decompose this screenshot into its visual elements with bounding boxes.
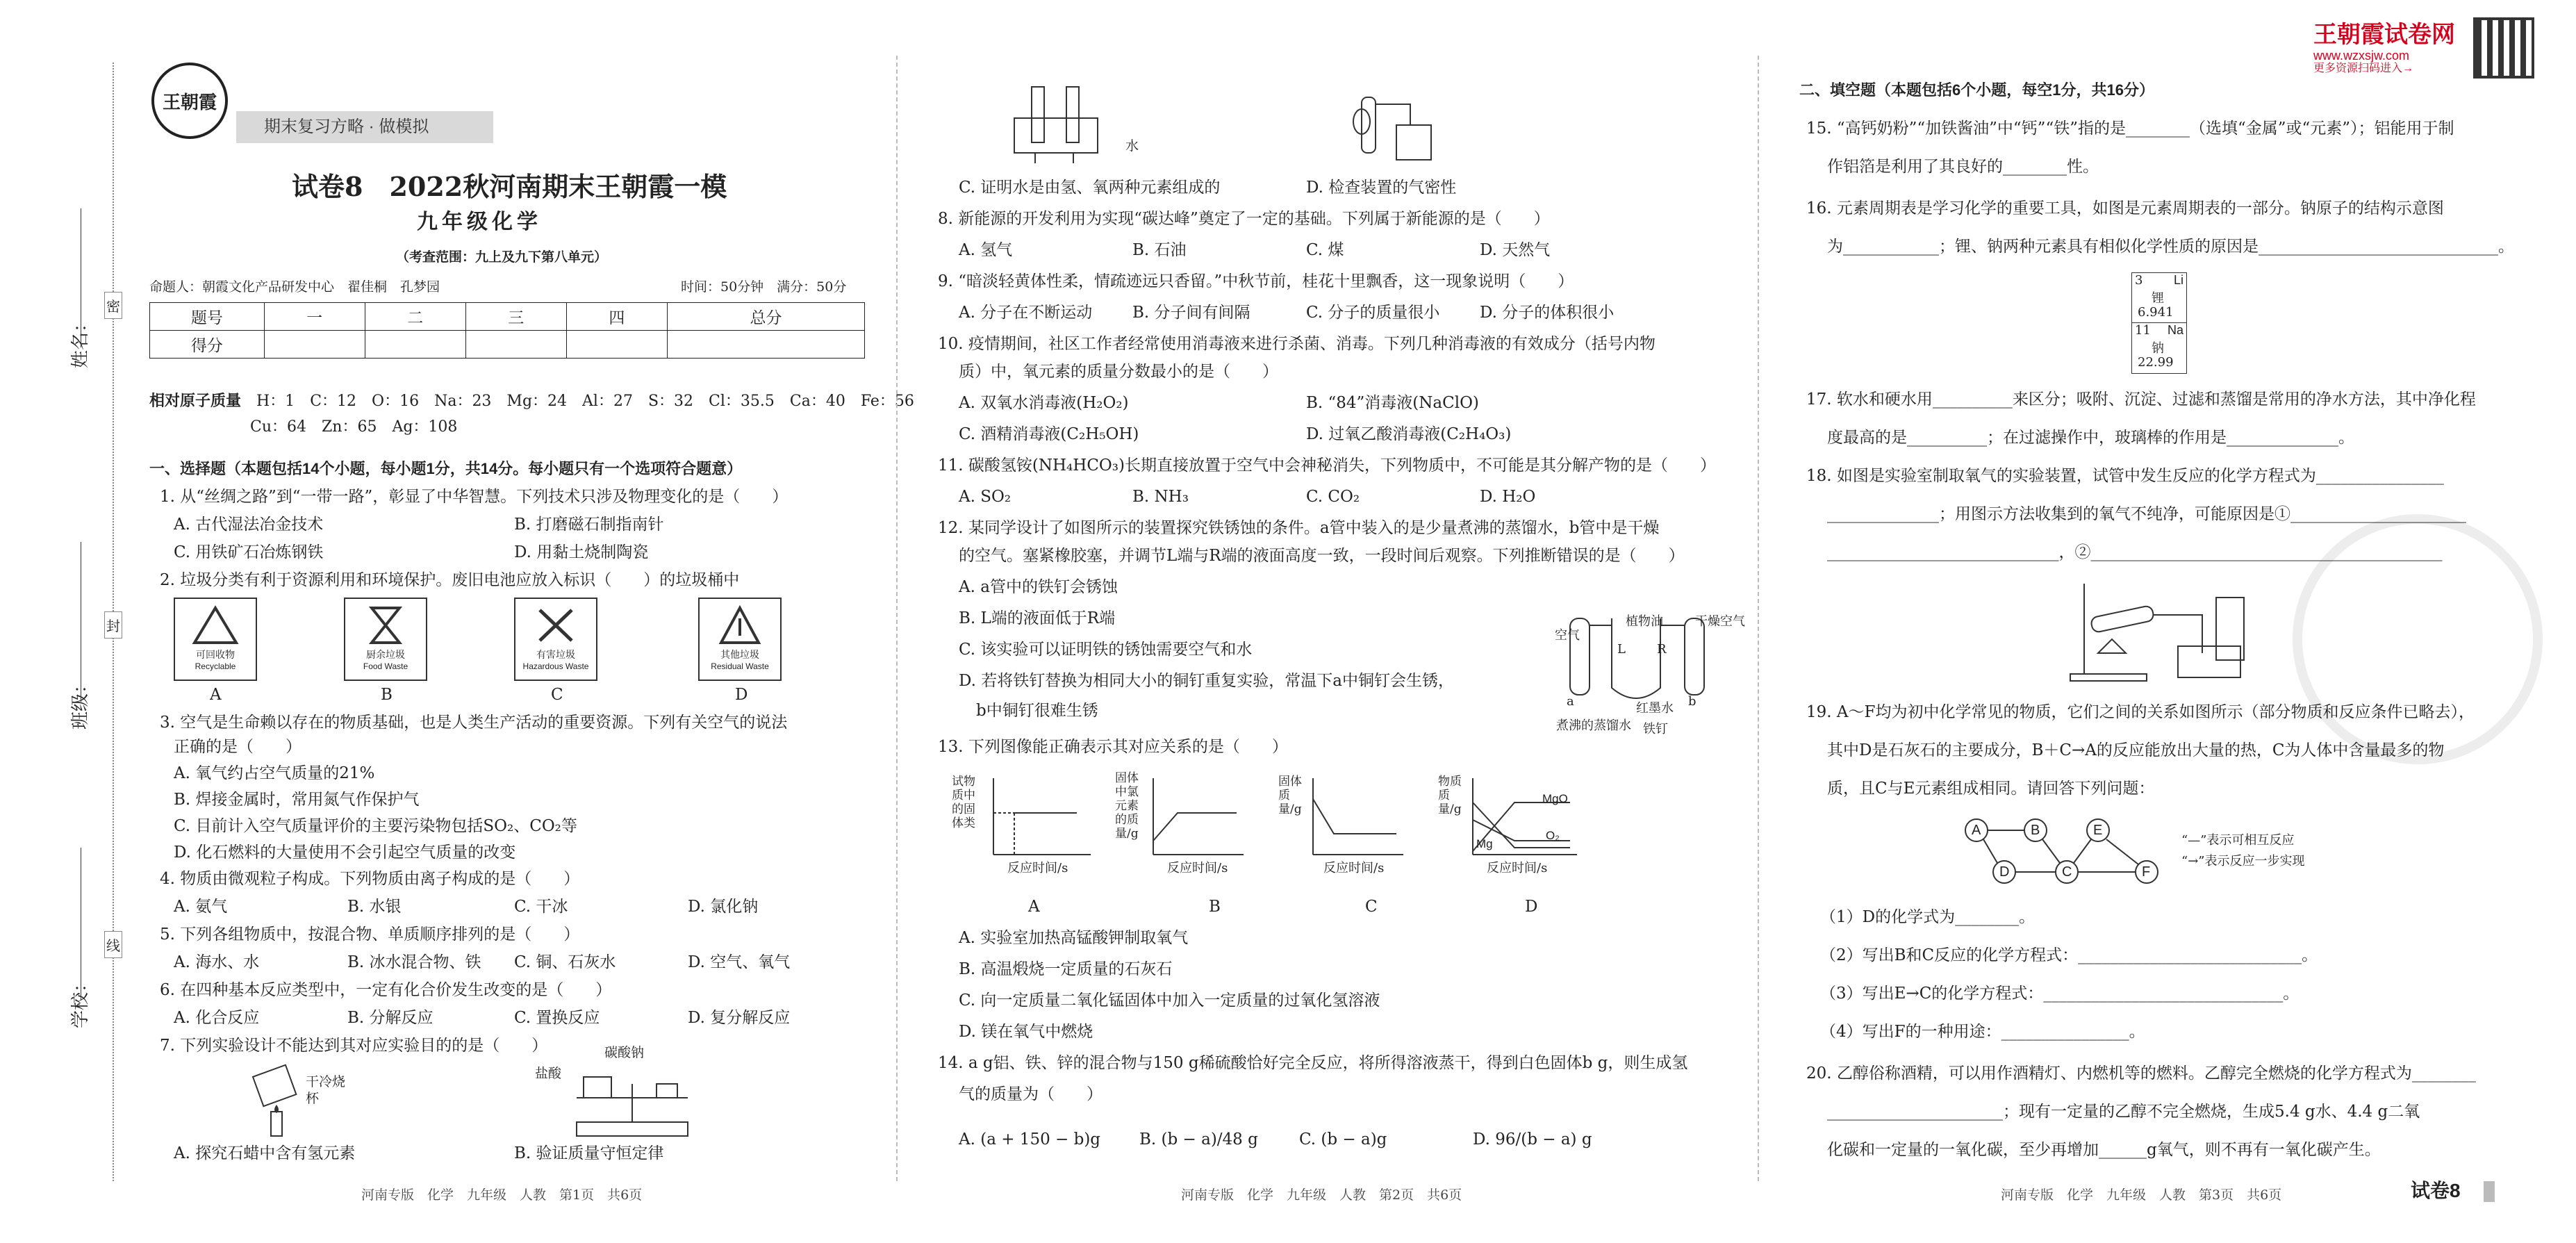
score-table [149,302,865,359]
q9-option: D. 分子的体积很小 [1480,304,1615,322]
q10-option: B. “84”消毒液(NaClO) [1306,394,1479,412]
q10-option: D. 过氧乙酸消毒液(C₂H₄O₃) [1306,425,1512,443]
q10-cont: 质）中，氧元素的质量分数最小的是（ ） [959,363,1278,381]
q12-option: D. 若将铁钉替换为相同大小的铜钉重复实验，常温下a中铜钉会生锈， [959,672,1454,690]
network-node: B [2031,823,2040,838]
q11-option: D. H₂O [1480,488,1536,506]
q3-cont: 正确的是（ ） [174,738,302,756]
seal-char: 封 [104,611,122,639]
q4: 4. 物质由微观粒子构成。下列物质由离子构成的是（ ） [160,870,580,888]
network-node: C [2062,864,2072,880]
pt-cell-na [2132,323,2186,373]
score-cell[interactable] [667,331,864,359]
atomic-mass [149,390,914,412]
rust-label: 煮沸的蒸馏水 [1556,718,1631,733]
q10-option: C. 酒精消毒液(C₂H₅OH) [959,425,1139,443]
bin-letter: B [381,686,393,704]
q7-option: D. 检查装置的气密性 [1306,179,1457,197]
pt-name: 钠 [2152,341,2164,356]
score-cell[interactable] [465,331,566,359]
footer-page3: 河南专版 化学 九年级 人教 第3页 共6页 [2001,1187,2282,1203]
q14-option: B. (b − a)/48 g [1139,1130,1258,1149]
pt-mass: 22.99 [2138,355,2174,370]
pt-mass: 6.941 [2138,305,2174,320]
q18: 18. 如图是实验室制取氧气的实验装置，试管中发生反应的化学方程式为________________ [1806,467,2444,485]
pt-name: 锂 [2152,291,2164,306]
bin-letter: A [210,686,222,704]
q6-option: C. 置换反应 [514,1009,600,1027]
balance-illustration [535,1056,729,1139]
qr-code-icon[interactable] [2473,17,2534,79]
bin-letter: C [551,686,563,704]
q14-cont: 气的质量为（ ） [959,1085,1103,1103]
q1: 1. 从“丝绸之路”到“一带一路”，彰显了中华智慧。下列技术只涉及物理变化的是（ ） [160,488,789,506]
bin-a [174,598,257,681]
pt-cell-li [2132,273,2186,323]
q17: 17. 软水和硬水用__________来区分；吸附、沉淀、过滤和蒸馏是常用的净水方法，其中净化程 [1806,390,2476,409]
oxygen-apparatus-illustration [2056,577,2286,688]
bin-cn: 厨余垃圾 [366,650,405,661]
network-node: A [1972,823,1981,838]
q19-part: （2）写出B和C反应的化学方程式：____________________________。 [1820,946,2318,964]
q13: 13. 下列图像能正确表示其对应关系的是（ ） [938,738,1288,756]
score-cell[interactable] [264,331,365,359]
q4-option: D. 氯化钠 [688,898,759,916]
q19: 19. A～F均为初中化学常见的物质，它们之间的关系如图所示（部分物质和反应条件已略去）， [1806,703,2475,721]
graph-letter: D [1525,898,1538,916]
residual-waste-icon [716,604,764,646]
score-th: 二 [365,303,465,331]
q20: 20. 乙醇俗称酒精，可以用作酒精灯、内燃机等的燃料。乙醇完全燃烧的化学方程式为________ [1806,1064,2476,1083]
q12-option: C. 该实验可以证明铁的锈蚀需要空气和水 [959,641,1253,659]
q11-option: C. CO₂ [1306,488,1360,506]
q1-option: D. 用黏土烧制陶瓷 [514,543,649,561]
watermark-seal-icon [2293,514,2543,764]
graph-xlabel: 反应时间/s [1007,861,1068,875]
graph-series-label: Mg [1476,837,1493,850]
q14-option: D. 96/(b − a) g [1473,1130,1592,1149]
atomic-mass-label: 相对原子质量 [149,392,242,409]
corner-paper-no: 试卷8 [2411,1180,2461,1201]
pt-num: 11 [2135,323,2151,338]
q9-option: C. 分子的质量很小 [1306,304,1440,322]
q4-option: A. 氨气 [174,898,228,916]
q5-option: C. 铜、石灰水 [514,953,616,971]
bin-en: Residual Waste [711,661,769,671]
section1-title: 一、选择题（本题包括14个小题，每小题1分，共14分。每小题只有一个选项符合题意） [149,460,743,477]
q16-cont: 为____________；锂、钠两种元素具有相似化学性质的原因是______________________________。 [1827,238,2514,256]
rust-label: 干燥空气 [1695,614,1745,629]
brand-url: www.wzxsjw.com [2313,49,2410,63]
q5-option: A. 海水、水 [174,953,260,971]
score-cell[interactable] [566,331,667,359]
q7-option: A. 探究石蜡中含有氢元素 [174,1144,356,1162]
q6-option: A. 化合反应 [174,1009,260,1027]
q6: 6. 在四种基本反应类型中，一定有化合价发生改变的是（ ） [160,981,612,999]
q6-option: B. 分解反应 [347,1009,434,1027]
paper-title-text: 2022秋河南期末王朝霞一模 [389,171,727,202]
bin-letter: D [735,686,748,704]
rust-label: 铁钉 [1643,722,1668,736]
q11-option: A. SO₂ [959,488,1012,506]
seal-char: 密 [104,292,122,319]
q3-option: A. 氧气约占空气质量的21% [174,764,375,782]
score-row-label: 得分 [150,331,265,359]
rust-label: 红墨水 [1636,701,1674,716]
banner-text: 期末复习方略 · 做模拟 [264,117,429,136]
q3-option: D. 化石燃料的大量使用不会引起空气质量的改变 [174,843,516,862]
graph-ylabel: 固体质量/g [1278,775,1302,816]
graph-ylabel: 试物质中的固体类 [952,775,975,830]
hazard-cross-icon [531,604,580,646]
authors: 命题人：朝霞文化产品研发中心 翟佳桐 孔梦园 [149,279,440,295]
q15-cont: 作铝箔是利用了其良好的________性。 [1827,158,2099,176]
q10-option: A. 双氧水消毒液(H₂O₂) [959,394,1129,412]
bin-d [698,598,782,681]
score-th: 三 [465,303,566,331]
brand-slogan: 更多资源扫码进入→ [2313,63,2414,74]
q1-option: A. 古代湿法冶金技术 [174,516,324,534]
score-th: 总分 [667,303,864,331]
q8: 8. 新能源的开发利用为实现“碳达峰”奠定了一定的基础。下列属于新能源的是（ ） [938,210,1550,228]
water-label: 水 [1125,138,1139,154]
rust-label: a [1567,694,1574,709]
q13-option: C. 向一定质量二氧化锰固体中加入一定质量的过氧化氢溶液 [959,991,1380,1010]
graph-xlabel: 反应时间/s [1167,861,1228,875]
q11-option: B. NH₃ [1132,488,1189,506]
time-score: 时间：50分钟 满分：50分 [681,279,847,295]
brand-name: 王朝霞试卷网 [2313,22,2455,48]
q12: 12. 某同学设计了如图所示的装置探究铁锈蚀的条件。a管中装入的是少量煮沸的蒸馏水，b管中是干燥 [938,519,1660,537]
q19-part: （3）写出E→C的化学方程式：______________________________。 [1820,985,2300,1003]
logo [151,63,228,139]
class-label: 班级： [69,675,90,730]
q9: 9. “暗淡轻黄体性柔，情疏迹远只香留。”中秋节前，桂花十里飘香，这一现象说明（ ） [938,272,1574,290]
graph-xlabel: 反应时间/s [1323,861,1385,875]
q10: 10. 疫情期间，社区工作者经常使用消毒液来进行杀菌、消毒。下列几种消毒液的有效成分（括号内物 [938,335,1656,353]
network-node: D [1999,864,2010,880]
subject: 九年级化学 [417,211,542,233]
q12-option: B. L端的液面低于R端 [959,609,1116,627]
rust-label: R [1657,642,1667,657]
network-legend: “—”表示可相互反应 [2181,833,2295,848]
q20-cont: 化碳和一定量的一氧化碳，至少再增加______g氧气，则不再有一氧化碳产生。 [1827,1141,2381,1159]
bin-cn: 可回收物 [196,650,235,661]
scope: （考查范围：九上及九下第八单元） [396,249,608,265]
q19-cont: 质，且C与E元素组成相同。请回答下列问题： [1827,780,2155,798]
airtight-check-illustration [1348,83,1473,167]
q5: 5. 下列各组物质中，按混合物、单质顺序排列的是（ ） [160,925,580,944]
q8-option: C. 煤 [1306,241,1344,259]
graph-letter: C [1365,898,1378,916]
q5-option: D. 空气、氧气 [688,953,791,971]
logo-text: 王朝霞 [162,92,217,113]
q2: 2. 垃圾分类有利于资源利用和环境保护。废旧电池应放入标识（ ）的垃圾桶中 [160,571,740,589]
q15: 15. “高钙奶粉”“加铁酱油”中“钙”“铁”指的是________（选填“金属”或“元素”）；铝能用于制 [1806,120,2454,138]
score-cell[interactable] [365,331,465,359]
q7-label: 盐酸 [535,1066,562,1081]
q4-option: C. 干冰 [514,898,568,916]
q8-option: B. 石油 [1132,241,1187,259]
q16: 16. 元素周期表是学习化学的重要工具，如图是元素周期表的一部分。钠原子的结构示意图 [1806,199,2444,217]
q7-option: C. 证明水是由氢、氧两种元素组成的 [959,179,1221,197]
q7: 7. 下列实验设计不能达到其对应实验目的的是（ ） [160,1037,548,1055]
footer-page1: 河南专版 化学 九年级 人教 第1页 共6页 [361,1187,643,1203]
q7-option: B. 验证质量守恒定律 [514,1144,664,1162]
network-node: E [2093,823,2103,838]
score-th: 一 [264,303,365,331]
q5-option: B. 冰水混合物、铁 [347,953,481,971]
rust-label: b [1688,694,1696,709]
graph-letter: A [1028,898,1040,916]
q19-part: （1）D的化学式为________。 [1820,908,2036,926]
q3-option: B. 焊接金属时，常用氮气作保护气 [174,791,420,809]
q13-option: A. 实验室加热高锰酸钾制取氧气 [959,929,1189,947]
pt-num: 3 [2135,273,2143,288]
q14-option: C. (b − a)g [1299,1130,1387,1149]
q20-cont: ______________________；现有一定量的乙醇不完全燃烧，生成5.4 g水、4.4 g二氧 [1827,1103,2420,1121]
bin-c [514,598,597,681]
q9-option: A. 分子在不断运动 [959,304,1093,322]
atomic-mass-line1: H：1 C：12 O：16 Na：23 Mg：24 Al：27 S：32 Cl：35.5 Ca：40 Fe：56 [256,393,914,410]
bin-en: Food Waste [363,661,408,671]
graph-series-label: MgO [1542,792,1568,805]
periodic-table-snippet [2131,272,2187,374]
graph-series-label: O₂ [1546,829,1560,842]
rust-label: 植物油 [1626,614,1663,629]
graph-ylabel: 物质质量/g [1438,775,1462,816]
rust-label: 空气 [1555,628,1580,643]
q8-option: D. 天然气 [1480,241,1551,259]
q13-option: D. 镁在氧气中燃烧 [959,1023,1093,1041]
column-separator [1758,56,1759,1181]
pt-sym: Na [2167,323,2183,337]
recycle-icon [191,604,240,646]
q19-cont: 其中D是石灰石的主要成分，B＋C→A的反应能放出大量的热，C为人体中含量最多的物 [1827,741,2445,759]
atomic-mass-line2: Cu：64 Zn：65 Ag：108 [250,418,458,436]
q3: 3. 空气是生命赖以存在的物质基础，也是人类生产活动的重要资源。下列有关空气的说法 [160,714,788,732]
pt-sym: Li [2173,273,2183,287]
paper-title [292,170,727,204]
q1-option: B. 打磨磁石制指南针 [514,516,664,534]
section2-title: 二、填空题（本题包括6个小题，每空1分，共16分） [1799,81,2154,99]
q8-option: A. 氢气 [959,241,1013,259]
graph-letter: B [1209,898,1221,916]
score-th: 题号 [150,303,265,331]
corner-bar [2484,1181,2495,1202]
bin-b [344,598,427,681]
footer-page2: 河南专版 化学 九年级 人教 第2页 共6页 [1181,1187,1462,1203]
q11: 11. 碳酸氢铵(NH₄HCO₃)长期直接放置于空气中会神秘消失，下列物质中，不可能是其分解产物的是（ ） [938,456,1716,475]
q13-option: B. 高温煅烧一定质量的石灰石 [959,960,1173,978]
network-legend: “→”表示反应一步实现 [2181,854,2305,869]
q6-option: D. 复分解反应 [688,1009,791,1027]
binding-margin [0,0,139,1243]
q18-cont: _____________________________，②____________________________________________ [1827,543,2443,561]
electrolysis-illustration [1007,83,1118,167]
graph-ylabel: 固体中氯元素的质量/g [1115,771,1139,841]
q14-option: A. (a + 150 − b)g [959,1130,1101,1149]
rust-label: L [1617,642,1626,657]
name-label: 姓名： [69,313,90,368]
hourglass-icon [361,604,410,646]
network-node: F [2142,864,2151,880]
q4-option: B. 水银 [347,898,402,916]
banner [236,111,493,143]
bin-cn: 其他垃圾 [720,650,759,661]
seal-char: 线 [104,931,122,958]
q9-option: B. 分子间有间隔 [1132,304,1250,322]
paper-no: 试卷8 [292,171,363,202]
q1-option: C. 用铁矿石冶炼钢铁 [174,543,324,561]
bin-cn: 有害垃圾 [536,650,575,661]
bin-en: Recyclable [195,661,236,671]
q7-label: 干冷烧杯 [306,1074,346,1106]
q7-label: 碳酸钠 [604,1045,645,1060]
score-th: 四 [566,303,667,331]
q18-cont: ______________；用图示方法收集到的氧气不纯净，可能原因是①______________________ [1827,505,2466,523]
q3-option: C. 目前计入空气质量评价的主要污染物包括SO₂、CO₂等 [174,817,577,835]
q17-cont: 度最高的是__________；在过滤操作中，玻璃棒的作用是______________。 [1827,429,2354,447]
q12-option-cont: b中铜钉很难生锈 [976,702,1098,720]
q12-option: A. a管中的铁钉会锈蚀 [959,578,1118,596]
q14: 14. a g铝、铁、锌的混合物与150 g稀硫酸恰好完全反应，将所得溶液蒸干，得到白色固体b g，则生成氢 [938,1054,1688,1072]
q19-part: （4）写出F的一种用途：________________。 [1820,1023,2145,1041]
bin-en: Hazardous Waste [522,661,589,671]
column-separator [896,56,898,1181]
school-label: 学校： [69,973,90,1028]
graph-xlabel: 反应时间/s [1487,861,1548,875]
q12-cont: 的空气。塞紧橡胶塞，并调节L端与R端的液面高度一致，一段时间后观察。下列推断错误的是（ ） [959,547,1685,565]
